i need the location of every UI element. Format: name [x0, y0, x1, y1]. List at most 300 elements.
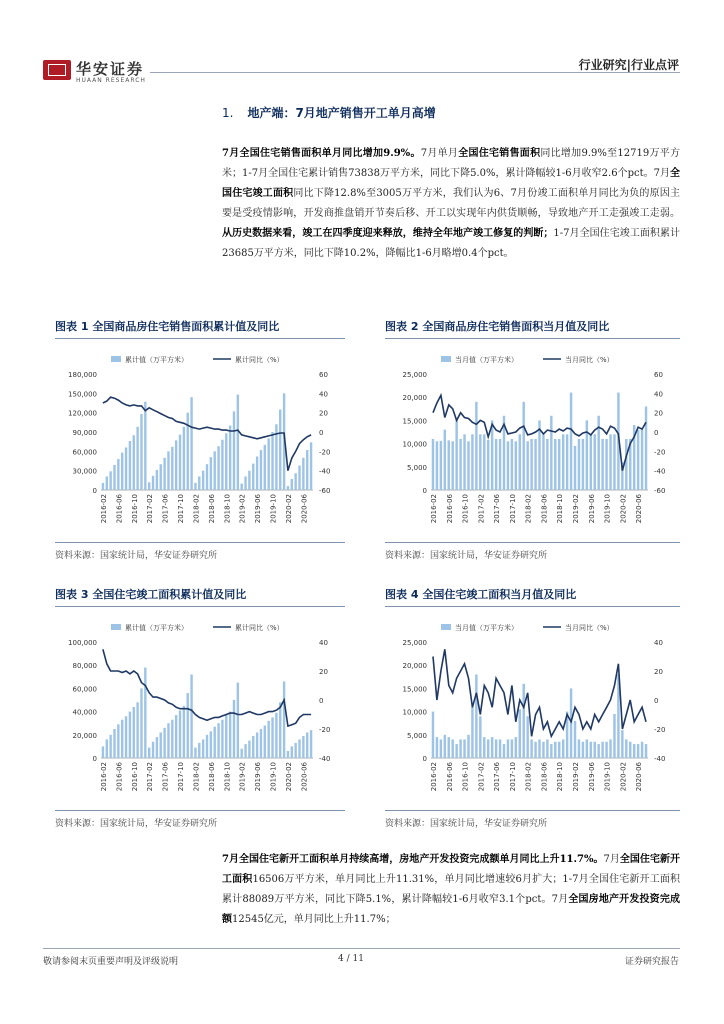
- para1-bold-4: 从历史数据来看，竣工在四季度迎来释放，维持全年地产竣工修复的判断；: [222, 228, 554, 239]
- figure-2-top-rule: [385, 338, 680, 339]
- bar: [229, 712, 231, 758]
- legend-line-label: 累计同比（%）: [235, 624, 284, 632]
- bar: [140, 414, 142, 490]
- x-tick-label: 2016-06: [115, 494, 124, 524]
- bar: [554, 742, 556, 758]
- bar: [229, 426, 231, 490]
- legend-line-label: 当月同比（%）: [565, 356, 614, 364]
- bar: [129, 441, 131, 490]
- bar: [298, 739, 300, 758]
- bar: [109, 735, 111, 758]
- legend-bar-swatch: [441, 356, 451, 362]
- bar: [279, 702, 281, 758]
- y-left-tick-label: 5,000: [406, 731, 427, 740]
- para2-text-1: 7月: [603, 854, 620, 865]
- brand-name: 华安证券: [76, 60, 145, 78]
- x-tick-label: 2019-10: [603, 494, 612, 524]
- x-tick-label: 2020-06: [300, 762, 309, 792]
- bar: [499, 439, 501, 490]
- bar: [578, 739, 580, 758]
- bar: [183, 427, 185, 490]
- bar: [121, 453, 123, 490]
- bar: [625, 739, 627, 758]
- y-right-tick-label: 0: [319, 697, 324, 705]
- bar: [244, 476, 246, 490]
- x-tick-label: 2016-02: [429, 494, 438, 524]
- figure-2-source: 资料来源：国家统计局，华安证券研究所: [385, 551, 548, 561]
- bar: [240, 484, 242, 490]
- bar: [515, 737, 517, 758]
- bar: [160, 732, 162, 758]
- y-left-tick-label: 10,000: [402, 708, 427, 717]
- legend-bar-swatch: [111, 624, 121, 630]
- bar: [225, 715, 227, 758]
- bar: [609, 434, 611, 490]
- bar: [562, 739, 564, 758]
- para2-bold-1: 7月全国住宅新开工面积单月持续高增，房地产开发投资完成额单月同比上升11.7%。: [222, 854, 604, 865]
- x-tick-label: 2016-02: [99, 494, 108, 524]
- bar: [310, 730, 312, 758]
- bar: [546, 439, 548, 490]
- bar: [475, 674, 477, 758]
- y-left-tick-label: 40,000: [72, 708, 97, 717]
- bar: [144, 668, 146, 758]
- bar: [102, 483, 104, 490]
- bar: [487, 739, 489, 758]
- y-left-tick-label: 0: [422, 755, 427, 763]
- bar: [444, 430, 446, 490]
- y-left-tick-label: 0: [422, 487, 427, 495]
- bar: [613, 714, 615, 758]
- bar: [586, 420, 588, 490]
- y-right-tick-label: 0: [654, 429, 659, 437]
- bar: [287, 486, 289, 490]
- bar: [594, 434, 596, 490]
- bar: [206, 735, 208, 758]
- bar: [570, 393, 572, 490]
- bar: [190, 674, 192, 758]
- para2-bold-2: 全国住宅新开工面积: [222, 854, 680, 885]
- x-tick-label: 2017-02: [146, 494, 155, 524]
- figure-1-top-rule: [55, 338, 345, 339]
- bar: [198, 476, 200, 490]
- bar: [641, 742, 643, 758]
- y-left-tick-label: 60,000: [72, 448, 97, 457]
- bar: [566, 434, 568, 490]
- bar: [106, 476, 108, 490]
- x-tick-label: 2016-02: [429, 762, 438, 792]
- x-tick-label: 2018-10: [556, 762, 565, 792]
- bar: [605, 742, 607, 758]
- figure-3-title: 图表 3 全国住宅竣工面积累计值及同比: [55, 588, 247, 601]
- bar: [202, 739, 204, 758]
- x-tick-label: 2017-06: [493, 494, 502, 524]
- bar: [574, 721, 576, 758]
- bar: [451, 739, 453, 758]
- brand-logo-icon: [43, 60, 71, 80]
- bar: [175, 715, 177, 758]
- x-tick-label: 2019-06: [254, 762, 263, 792]
- bar: [519, 434, 521, 490]
- bar: [471, 707, 473, 758]
- bar: [534, 439, 536, 490]
- chart-legend: [441, 623, 614, 632]
- section-title: [222, 104, 436, 121]
- bar: [491, 420, 493, 490]
- bar: [125, 716, 127, 758]
- y-left-tick-label: 5,000: [406, 463, 427, 472]
- bar: [167, 723, 169, 758]
- bar: [133, 435, 135, 490]
- bar: [601, 439, 603, 490]
- bar: [233, 700, 235, 758]
- bar: [515, 441, 517, 490]
- x-tick-label: 2016-02: [99, 762, 108, 792]
- bar: [252, 736, 254, 758]
- report-category: 行业研究|行业点评: [578, 58, 679, 72]
- chart-legend: [111, 623, 284, 632]
- y-left-tick-label: 15,000: [402, 685, 427, 694]
- chart-1-cumulative-sales: [55, 344, 345, 540]
- bar: [294, 743, 296, 758]
- bar: [179, 435, 181, 490]
- x-tick-label: 2018-06: [540, 494, 549, 524]
- bar: [448, 737, 450, 758]
- y-right-tick-label: -60: [319, 487, 331, 495]
- bar: [574, 446, 576, 490]
- bar: [463, 434, 465, 490]
- bar: [558, 742, 560, 758]
- bar: [194, 483, 196, 490]
- chart-4-monthly-completion: [385, 612, 680, 808]
- bar: [171, 447, 173, 490]
- bar: [645, 744, 647, 758]
- bar: [558, 439, 560, 490]
- bar: [302, 458, 304, 490]
- x-tick-label: 2018-10: [223, 494, 232, 524]
- y-right-tick-label: 40: [319, 639, 328, 647]
- x-tick-label: 2016-06: [445, 762, 454, 792]
- bar: [194, 748, 196, 758]
- bar: [594, 742, 596, 758]
- y-left-tick-label: 80,000: [72, 662, 97, 671]
- footer-disclaimer: 敬请参阅末页重要声明及评级说明: [43, 957, 179, 967]
- page-number: 4 / 11: [338, 954, 364, 964]
- x-tick-label: 2016-06: [115, 762, 124, 792]
- figure-1-source: 资料来源：国家统计局，华安证券研究所: [55, 551, 218, 561]
- y-left-tick-label: 20,000: [402, 394, 427, 403]
- bar: [522, 684, 524, 758]
- x-tick-label: 2020-06: [635, 494, 644, 524]
- bar: [530, 439, 532, 490]
- bar: [459, 739, 461, 758]
- bar: [106, 739, 108, 758]
- bar: [113, 465, 115, 490]
- bar: [275, 713, 277, 758]
- x-tick-label: 2019-06: [587, 762, 596, 792]
- bar: [436, 441, 438, 490]
- x-tick-label: 2017-02: [146, 762, 155, 792]
- y-right-tick-label: 0: [319, 429, 324, 437]
- bar: [578, 439, 580, 490]
- legend-line-label: 累计同比（%）: [235, 356, 284, 364]
- brand-name-en: HUAAN RESEARCH: [76, 77, 146, 84]
- para1-text-4: 1-7月全国住宅竣工面积累计23685万平方米，同比下降10.2%，降幅比1-6月略增0.4个pct。: [222, 228, 680, 259]
- bar: [279, 409, 281, 490]
- section-title-text: 地产端：7月地产销售开工单月高增: [247, 106, 436, 120]
- y-right-tick-label: -40: [654, 467, 666, 476]
- figure-3-source: 资料来源：国家统计局，华安证券研究所: [55, 819, 218, 829]
- bar: [117, 459, 119, 490]
- bar: [503, 744, 505, 758]
- bar: [160, 464, 162, 490]
- bar: [491, 737, 493, 758]
- bar: [463, 739, 465, 758]
- legend-line-label: 当月同比（%）: [565, 624, 614, 632]
- bar: [113, 729, 115, 758]
- x-tick-label: 2016-06: [445, 494, 454, 524]
- x-tick-label: 2019-06: [254, 494, 263, 524]
- y-right-tick-label: -20: [654, 726, 666, 734]
- bar: [310, 442, 312, 490]
- bar: [440, 441, 442, 490]
- x-tick-label: 2017-10: [508, 494, 517, 524]
- legend-bar-label: 累计值（万平方米）: [125, 356, 188, 364]
- bar: [136, 427, 138, 490]
- bar: [483, 434, 485, 490]
- legend-bar-label: 累计值（万平方米）: [125, 624, 188, 632]
- y-right-tick-label: 60: [319, 371, 328, 379]
- bar: [597, 744, 599, 758]
- bar: [586, 739, 588, 758]
- y-right-tick-label: 40: [319, 390, 328, 399]
- bar: [248, 741, 250, 758]
- x-tick-label: 2017-02: [477, 494, 486, 524]
- para2-bold-3: 全国房地产开发投资完成额: [222, 894, 680, 925]
- bar: [633, 744, 635, 758]
- para1-text-3: 同比下降12.8%至3005万平方米，我们认为6、7月份竣工面积单月同比为负的原因主要是受疫情影响，开发商推盘销开节奏后移、开工以实现年内供货顺畅，导致地产开工走强竣工走弱。: [222, 188, 680, 219]
- bar: [244, 744, 246, 758]
- bar: [252, 464, 254, 490]
- paragraph-new-starts: [222, 850, 680, 930]
- bar: [163, 458, 165, 490]
- bar: [483, 737, 485, 758]
- bar: [237, 683, 239, 758]
- bar: [148, 482, 150, 490]
- bar: [214, 451, 216, 490]
- y-right-tick-label: -40: [654, 755, 666, 763]
- bar: [202, 471, 204, 490]
- figure-3-top-rule: [55, 606, 345, 607]
- figure-4-title: 图表 4 全国住宅竣工面积当月值及同比: [385, 588, 577, 601]
- x-tick-label: 2016-10: [130, 494, 139, 524]
- bar: [256, 732, 258, 758]
- bar: [237, 395, 239, 490]
- paragraph-sales: [222, 144, 680, 264]
- bar: [264, 445, 266, 490]
- x-tick-label: 2019-10: [603, 762, 612, 792]
- x-tick-label: 2019-10: [269, 494, 278, 524]
- bar: [538, 739, 540, 758]
- bar: [582, 439, 584, 490]
- bar: [291, 746, 293, 758]
- x-tick-label: 2018-02: [192, 494, 201, 524]
- para1-bold-1: 7月全国住宅销售面积单月同比增加9.9%。: [222, 148, 421, 159]
- bar: [148, 748, 150, 758]
- chart-3-cumulative-completion: [55, 612, 345, 808]
- bar: [495, 739, 497, 758]
- bar: [507, 739, 509, 758]
- bar: [283, 681, 285, 758]
- y-left-tick-label: 0: [92, 755, 97, 763]
- bar: [179, 710, 181, 758]
- bar: [459, 439, 461, 490]
- legend-bar-label: 当月值（万平方米）: [455, 356, 518, 364]
- legend-bar-label: 当月值（万平方米）: [455, 624, 518, 632]
- bar: [171, 720, 173, 758]
- y-left-tick-label: 180,000: [68, 371, 97, 379]
- bar: [248, 471, 250, 490]
- header-divider: [150, 72, 680, 73]
- bar: [217, 723, 219, 758]
- x-tick-label: 2018-02: [192, 762, 201, 792]
- x-tick-label: 2018-06: [207, 762, 216, 792]
- x-tick-label: 2017-06: [161, 494, 170, 524]
- chart-2-monthly-sales: [385, 344, 680, 540]
- para1-text-2: 同比增加9.9%至12719万平方米；1-7月全国住宅累计销售73838万平方米，同比下降5.0%，累计降幅较1-6月收窄2.6个pct。7月: [222, 148, 681, 179]
- bar: [187, 693, 189, 758]
- y-left-tick-label: 90,000: [72, 429, 97, 437]
- x-tick-label: 2017-06: [493, 762, 502, 792]
- legend-bar-swatch: [111, 356, 121, 362]
- bar: [436, 737, 438, 758]
- y-right-tick-label: -40: [319, 755, 331, 763]
- bar: [629, 742, 631, 758]
- x-tick-label: 2018-10: [556, 494, 565, 524]
- para2-text-3: 12545亿元，单月同比上升11.7%；: [232, 914, 396, 925]
- bar: [451, 441, 453, 490]
- x-tick-label: 2018-10: [223, 762, 232, 792]
- y-right-tick-label: -40: [319, 467, 331, 476]
- bar: [467, 735, 469, 758]
- x-tick-label: 2020-02: [619, 762, 628, 792]
- bar: [291, 479, 293, 490]
- x-tick-label: 2019-10: [269, 762, 278, 792]
- bar: [214, 727, 216, 758]
- bar: [554, 439, 556, 490]
- bar: [156, 737, 158, 758]
- bar: [156, 470, 158, 490]
- y-left-tick-label: 120,000: [68, 409, 97, 418]
- bar: [294, 473, 296, 490]
- bar: [637, 744, 639, 758]
- bar: [102, 746, 104, 758]
- bar: [609, 739, 611, 758]
- x-tick-label: 2020-02: [284, 494, 293, 524]
- bar: [206, 464, 208, 490]
- x-tick-label: 2017-10: [508, 762, 517, 792]
- bar: [601, 742, 603, 758]
- bar: [264, 726, 266, 758]
- bar: [287, 751, 289, 758]
- bar: [475, 402, 477, 490]
- footer-report-type: 证券研究报告: [624, 957, 679, 967]
- bar: [152, 476, 154, 490]
- bar: [440, 739, 442, 758]
- chart-legend: [441, 355, 614, 364]
- bar: [167, 451, 169, 490]
- bar: [613, 434, 615, 490]
- bar: [221, 720, 223, 758]
- y-left-tick-label: 25,000: [402, 639, 427, 647]
- bar: [479, 434, 481, 490]
- legend-bar-swatch: [441, 624, 451, 630]
- y-left-tick-label: 100,000: [68, 639, 97, 647]
- bar: [298, 466, 300, 490]
- x-tick-label: 2020-06: [300, 494, 309, 524]
- bar: [590, 742, 592, 758]
- bar: [448, 440, 450, 490]
- bar: [590, 434, 592, 490]
- bar: [550, 416, 552, 490]
- x-tick-label: 2020-06: [635, 762, 644, 792]
- bar: [526, 441, 528, 490]
- bar: [487, 440, 489, 490]
- bar: [221, 440, 223, 490]
- bar: [530, 739, 532, 758]
- bar: [144, 402, 146, 490]
- y-right-tick-label: 40: [654, 639, 663, 647]
- bar: [641, 430, 643, 490]
- bar: [256, 456, 258, 490]
- para1-bold-3: 全国住宅竣工面积: [222, 168, 680, 199]
- bar: [542, 742, 544, 758]
- bar: [190, 397, 192, 490]
- section-number: 1.: [222, 106, 234, 120]
- bar: [306, 450, 308, 490]
- bar: [519, 709, 521, 758]
- para1-text-1: 7月单月: [420, 148, 459, 159]
- bar: [136, 702, 138, 758]
- para1-bold-2: 全国住宅销售面积: [458, 148, 541, 159]
- x-tick-label: 2018-02: [524, 494, 533, 524]
- y-left-tick-label: 25,000: [402, 371, 427, 379]
- bar: [217, 446, 219, 490]
- x-tick-label: 2019-02: [238, 494, 247, 524]
- bar: [621, 730, 623, 758]
- bar: [198, 743, 200, 758]
- bar: [183, 706, 185, 758]
- x-tick-label: 2017-10: [177, 494, 186, 524]
- y-left-tick-label: 15,000: [402, 417, 427, 426]
- bar: [260, 729, 262, 758]
- x-tick-label: 2016-10: [461, 762, 470, 792]
- x-tick-label: 2017-06: [161, 762, 170, 792]
- bar: [467, 441, 469, 490]
- figure-1-bottom-rule: [55, 542, 345, 543]
- figure-4-source: 资料来源：国家统计局，华安证券研究所: [385, 819, 548, 829]
- bar: [534, 742, 536, 758]
- bar: [133, 707, 135, 758]
- bar: [271, 717, 273, 758]
- y-right-tick-label: -20: [654, 448, 666, 457]
- bar: [471, 434, 473, 490]
- y-right-tick-label: 20: [654, 409, 663, 418]
- figure-4-bottom-rule: [385, 810, 680, 811]
- bar: [495, 439, 497, 490]
- bar: [129, 712, 131, 758]
- bar: [455, 744, 457, 758]
